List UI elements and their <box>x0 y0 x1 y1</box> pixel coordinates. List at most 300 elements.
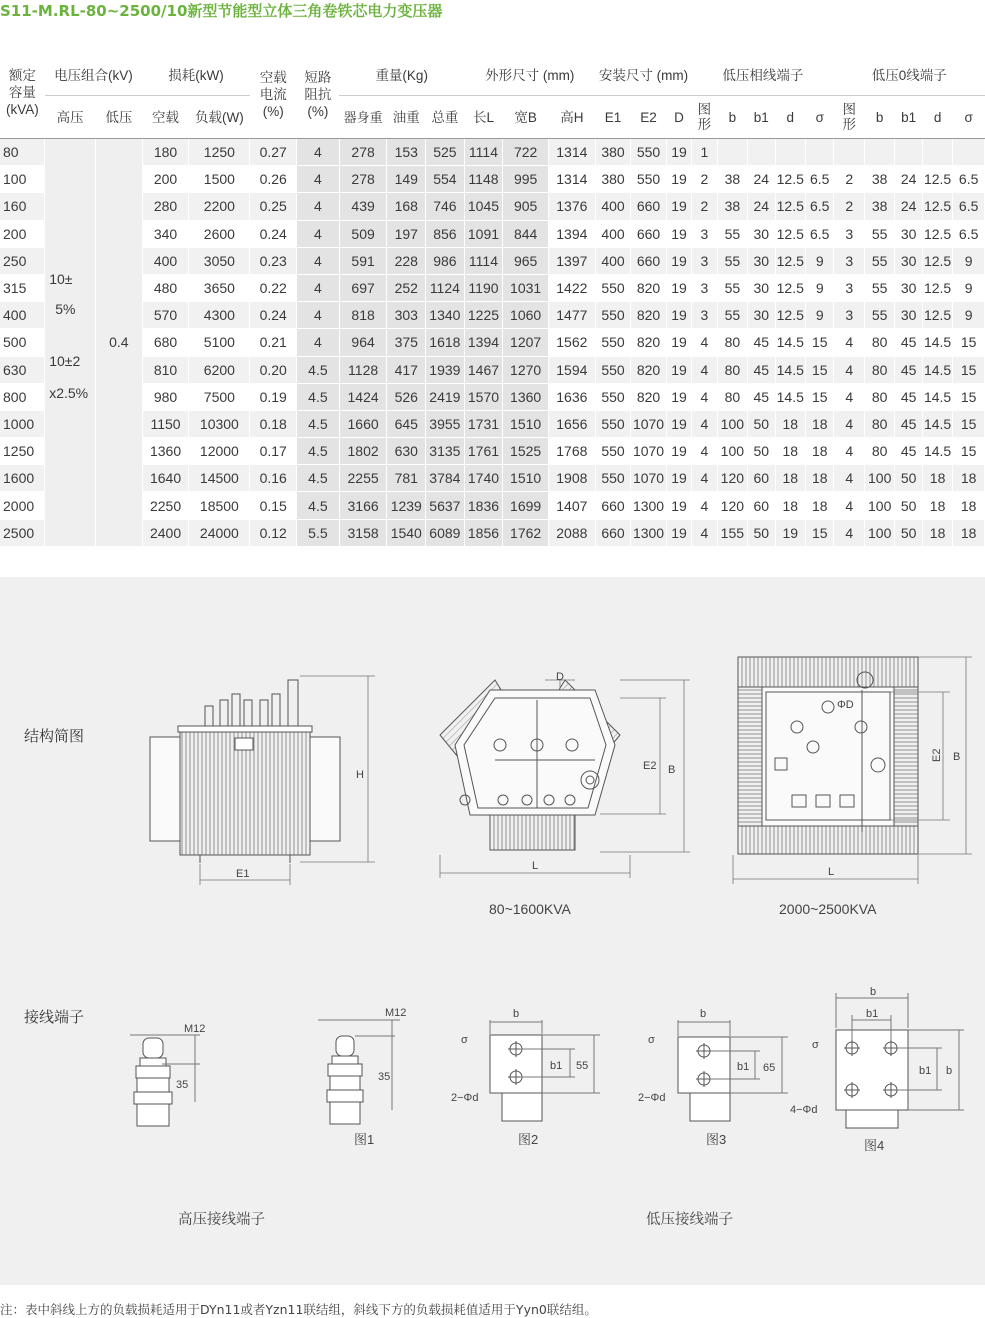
table-cell: 6.5 <box>953 166 985 193</box>
table-cell: 820 <box>631 274 667 301</box>
table-cell: 38 <box>717 193 747 220</box>
table-cell: 155 <box>717 519 747 546</box>
table-cell: 1699 <box>503 492 549 519</box>
table-cell: 12.5 <box>922 193 952 220</box>
table-cell <box>805 139 834 166</box>
table-cell: 1540 <box>387 519 426 546</box>
table-cell: 12.5 <box>775 247 805 274</box>
table-cell: 722 <box>503 139 549 166</box>
fig2-sigma-label: σ <box>461 1034 468 1046</box>
table-cell: 0.19 <box>250 383 297 410</box>
table-cell: 0.26 <box>250 166 297 193</box>
table-cell: 1070 <box>631 438 667 465</box>
table-cell: 1060 <box>503 302 549 329</box>
table-cell: 4 <box>297 166 340 193</box>
table-cell: 400 <box>142 247 189 274</box>
table-cell: 100 <box>0 166 45 193</box>
table-cell: 153 <box>387 139 426 166</box>
table-cell: 1300 <box>631 519 667 546</box>
caption-large: 2000~2500KVA <box>779 901 877 917</box>
dim-e2-label: E2 <box>643 760 657 772</box>
table-cell: 60 <box>748 492 775 519</box>
table-row <box>0 519 985 546</box>
table-cell: 45 <box>748 356 775 383</box>
table-cell: 4 <box>692 465 717 492</box>
table-cell: 50 <box>895 492 922 519</box>
table-cell: 4 <box>834 492 864 519</box>
table-cell: 4.5 <box>297 383 340 410</box>
table-cell: 30 <box>748 220 775 247</box>
table-cell: 6089 <box>426 519 465 546</box>
table-cell: 630 <box>0 356 45 383</box>
table-cell: 1250 <box>0 438 45 465</box>
table-cell: 45 <box>748 383 775 410</box>
table-cell: 0.18 <box>250 410 297 437</box>
table-cell: 1762 <box>503 519 549 546</box>
table-cell: 980 <box>142 383 189 410</box>
table-cell: 19 <box>666 302 691 329</box>
header-length: 长L <box>464 96 503 139</box>
table-cell: 1150 <box>142 410 189 437</box>
table-cell: 4 <box>297 302 340 329</box>
table-cell: 2 <box>834 193 864 220</box>
table-cell: 1300 <box>631 492 667 519</box>
table-cell: 55 <box>717 302 747 329</box>
hv-voltage-value: 10±2 <box>49 353 81 369</box>
table-cell: 15 <box>805 519 834 546</box>
table-cell: 15 <box>805 356 834 383</box>
table-cell: 1070 <box>631 410 667 437</box>
fig2-phid-label: 2−Φd <box>451 1092 479 1104</box>
table-cell: 30 <box>895 220 922 247</box>
table-cell: 24 <box>748 193 775 220</box>
table-cell: 3 <box>692 247 717 274</box>
table-cell: 1802 <box>339 438 387 465</box>
dim-d-label: D <box>556 671 564 683</box>
header-phase-b1: b1 <box>748 96 775 139</box>
table-cell: 80 <box>864 383 894 410</box>
table-cell: 1594 <box>548 356 595 383</box>
header-load: 负载(W) <box>189 96 250 139</box>
table-cell: 4 <box>834 438 864 465</box>
table-cell: 5.5 <box>297 519 340 546</box>
table-cell: 550 <box>595 329 631 356</box>
table-cell: 19 <box>666 410 691 437</box>
table-cell: 12.5 <box>775 220 805 247</box>
footnote: 注：表中斜线上方的负载损耗适用于DYn11或者Yzn11联结组，斜线下方的负载损耗值适用于Yyn0联结组。 <box>0 1302 597 1317</box>
table-cell: 0.24 <box>250 302 297 329</box>
spec-table <box>0 55 985 547</box>
table-cell: 4.5 <box>297 356 340 383</box>
table-cell: 1 <box>692 139 717 166</box>
table-cell: 4 <box>692 438 717 465</box>
table-cell: 303 <box>387 302 426 329</box>
table-row <box>0 302 985 329</box>
caption-small: 80~1600KVA <box>489 901 571 917</box>
table-cell: 1768 <box>548 438 595 465</box>
table-row <box>0 193 985 220</box>
terminal-label: 接线端子 <box>24 1009 85 1026</box>
table-cell: 14.5 <box>922 438 952 465</box>
table-cell: 1856 <box>464 519 503 546</box>
table-cell: 986 <box>426 247 465 274</box>
table-cell: 570 <box>142 302 189 329</box>
table-cell: 680 <box>142 329 189 356</box>
table-cell: 15 <box>805 329 834 356</box>
table-cell: 340 <box>142 220 189 247</box>
table-cell: 80 <box>864 410 894 437</box>
table-cell: 120 <box>717 492 747 519</box>
table-cell: 19 <box>775 519 805 546</box>
table-cell: 1424 <box>339 383 387 410</box>
table-cell: 5100 <box>189 329 250 356</box>
table-cell: 180 <box>142 139 189 166</box>
table-cell: 50 <box>748 438 775 465</box>
table-cell: 80 <box>717 356 747 383</box>
fig4-b1-top-label: b1 <box>866 1008 879 1020</box>
table-cell: 100 <box>864 519 894 546</box>
table-cell: 15 <box>953 410 985 437</box>
table-cell: 2419 <box>426 383 465 410</box>
table-cell: 1045 <box>464 193 503 220</box>
table-cell <box>922 139 952 166</box>
table-cell: 4.5 <box>297 410 340 437</box>
table-cell: 14.5 <box>775 356 805 383</box>
table-cell: 4 <box>692 329 717 356</box>
header-zero-d: d <box>922 96 952 139</box>
table-cell: 19 <box>666 438 691 465</box>
triangle-top-view <box>440 680 620 850</box>
table-cell: 18 <box>922 519 952 546</box>
header-e1: E1 <box>595 96 631 139</box>
table-cell: 38 <box>864 193 894 220</box>
header-lv-zero-terminal: 低压0线端子 <box>834 55 985 96</box>
table-cell: 3784 <box>426 465 465 492</box>
table-cell: 80 <box>864 356 894 383</box>
table-cell: 9 <box>953 302 985 329</box>
table-cell: 14.5 <box>775 329 805 356</box>
header-phase-sigma: σ <box>805 96 834 139</box>
header-width: 宽B <box>503 96 549 139</box>
table-cell: 400 <box>595 193 631 220</box>
table-cell: 250 <box>0 247 45 274</box>
table-cell: 800 <box>0 383 45 410</box>
table-cell: 6.5 <box>953 220 985 247</box>
table-cell: 1070 <box>631 465 667 492</box>
table-cell <box>895 139 922 166</box>
table-cell: 19 <box>666 383 691 410</box>
table-cell: 3050 <box>189 247 250 274</box>
table-cell: 15 <box>953 356 985 383</box>
table-cell: 439 <box>339 193 387 220</box>
table-cell: 50 <box>895 519 922 546</box>
table-cell: 15 <box>805 383 834 410</box>
hv-terminal-caption: 高压接线端子 <box>178 1212 265 1228</box>
table-cell: 9 <box>953 274 985 301</box>
table-cell: 168 <box>387 193 426 220</box>
table-cell: 1114 <box>464 247 503 274</box>
fig3-sigma-label: σ <box>648 1034 655 1046</box>
table-cell: 18 <box>953 492 985 519</box>
table-cell: 4.5 <box>297 492 340 519</box>
table-cell: 480 <box>142 274 189 301</box>
table-cell: 1908 <box>548 465 595 492</box>
dim-l-square-label: L <box>828 866 835 878</box>
table-cell: 120 <box>717 465 747 492</box>
table-cell: 30 <box>748 302 775 329</box>
table-cell: 4 <box>692 356 717 383</box>
table-cell: 278 <box>339 166 387 193</box>
header-zero-shape: 图 形 <box>834 96 864 139</box>
table-cell: 0.15 <box>250 492 297 519</box>
table-cell: 1600 <box>0 465 45 492</box>
table-cell: 3 <box>692 302 717 329</box>
structure-label: 结构简图 <box>24 728 85 745</box>
table-cell: 12.5 <box>775 274 805 301</box>
table-cell: 1207 <box>503 329 549 356</box>
table-cell: 12.5 <box>775 193 805 220</box>
table-cell: 697 <box>339 274 387 301</box>
table-cell: 55 <box>717 274 747 301</box>
table-cell: 9 <box>805 274 834 301</box>
table-cell <box>953 139 985 166</box>
table-cell: 6.5 <box>805 166 834 193</box>
table-row <box>0 465 985 492</box>
table-cell: 80 <box>717 329 747 356</box>
fig4-caption: 图4 <box>864 1138 885 1153</box>
table-cell: 9 <box>805 302 834 329</box>
table-cell: 55 <box>864 302 894 329</box>
table-cell: 19 <box>666 465 691 492</box>
dim-phid-label: ΦD <box>837 699 854 711</box>
table-row <box>0 438 985 465</box>
table-cell: 820 <box>631 329 667 356</box>
table-cell: 4 <box>297 274 340 301</box>
dim-e1-label: E1 <box>236 868 250 880</box>
fig4-phid-label: 4−Φd <box>790 1104 818 1116</box>
table-cell: 1239 <box>387 492 426 519</box>
table-cell: 19 <box>666 166 691 193</box>
lv-voltage-cell: 0.4 <box>95 139 142 547</box>
table-cell: 4 <box>834 329 864 356</box>
table-cell: 50 <box>748 410 775 437</box>
table-cell: 4 <box>692 383 717 410</box>
table-cell: 19 <box>666 139 691 166</box>
table-cell: 38 <box>864 166 894 193</box>
table-cell: 746 <box>426 193 465 220</box>
table-cell: 12.5 <box>775 302 805 329</box>
table-cell: 660 <box>631 247 667 274</box>
table-cell: 24 <box>748 166 775 193</box>
dim-b-square-label: B <box>953 751 961 763</box>
fig3-phid-label: 2−Φd <box>638 1092 666 1104</box>
header-sc-impedance: 短路 阻抗 (%) <box>297 55 340 139</box>
hv2-m12-label: M12 <box>385 1007 407 1019</box>
table-cell: 1397 <box>548 247 595 274</box>
table-row <box>0 274 985 301</box>
header-noload-current: 空载 电流 (%) <box>250 55 297 139</box>
table-cell: 1570 <box>464 383 503 410</box>
table-cell: 19 <box>666 356 691 383</box>
fig4-sigma-label: σ <box>812 1039 819 1051</box>
table-cell: 9 <box>805 247 834 274</box>
table-cell: 591 <box>339 247 387 274</box>
page-title: S11-M.RL-80~2500/10新型节能型立体三角卷铁芯电力变压器 <box>0 2 443 20</box>
header-weight: 重量(Kg) <box>339 55 464 96</box>
table-cell: 820 <box>631 383 667 410</box>
table-cell: 38 <box>717 166 747 193</box>
table-cell: 14.5 <box>922 383 952 410</box>
table-cell: 18 <box>805 438 834 465</box>
table-cell: 12.5 <box>922 166 952 193</box>
dim-e2-square-label: E2 <box>931 748 943 762</box>
table-cell: 228 <box>387 247 426 274</box>
table-cell: 2200 <box>189 193 250 220</box>
table-cell: 24000 <box>189 519 250 546</box>
table-cell: 1114 <box>464 139 503 166</box>
table-cell: 964 <box>339 329 387 356</box>
table-cell: 4 <box>692 410 717 437</box>
fig4-b1-side-label: b1 <box>919 1065 932 1077</box>
table-cell: 6.5 <box>953 193 985 220</box>
table-cell: 4 <box>834 356 864 383</box>
table-cell: 0.23 <box>250 247 297 274</box>
table-cell: 45 <box>748 329 775 356</box>
header-e2: E2 <box>631 96 667 139</box>
header-d: D <box>666 96 691 139</box>
table-cell: 1190 <box>464 274 503 301</box>
lv-terminal-fig4 <box>836 993 964 1128</box>
table-cell: 60 <box>748 465 775 492</box>
table-cell: 0.25 <box>250 193 297 220</box>
table-cell: 2 <box>692 193 717 220</box>
table-cell: 5637 <box>426 492 465 519</box>
table-cell: 1148 <box>464 166 503 193</box>
table-cell: 4 <box>834 519 864 546</box>
table-cell: 12.5 <box>922 220 952 247</box>
table-cell: 820 <box>631 356 667 383</box>
table-cell <box>864 139 894 166</box>
table-cell: 1656 <box>548 410 595 437</box>
table-cell: 810 <box>142 356 189 383</box>
table-cell: 45 <box>895 410 922 437</box>
fig3-b1-label: b1 <box>737 1061 750 1073</box>
table-cell: 80 <box>864 438 894 465</box>
table-cell: 15 <box>953 329 985 356</box>
table-cell: 19 <box>666 274 691 301</box>
table-cell: 14500 <box>189 465 250 492</box>
table-cell: 100 <box>864 492 894 519</box>
table-cell: 18 <box>922 492 952 519</box>
table-cell: 550 <box>595 438 631 465</box>
table-cell: 18500 <box>189 492 250 519</box>
table-cell: 280 <box>142 193 189 220</box>
table-cell: 80 <box>864 329 894 356</box>
table-cell: 509 <box>339 220 387 247</box>
structure-diagrams <box>0 577 985 1285</box>
table-cell: 3 <box>834 220 864 247</box>
header-voltage-group: 电压组合(kV) <box>45 55 143 96</box>
table-cell: 9 <box>953 247 985 274</box>
table-cell: 660 <box>595 519 631 546</box>
table-cell: 645 <box>387 410 426 437</box>
table-cell: 1376 <box>548 193 595 220</box>
table-cell: 0.22 <box>250 274 297 301</box>
table-cell: 19 <box>666 492 691 519</box>
hv-voltage-cell <box>45 139 96 547</box>
table-cell: 14.5 <box>775 383 805 410</box>
table-cell: 2000 <box>0 492 45 519</box>
table-cell: 525 <box>426 139 465 166</box>
header-hv: 高压 <box>45 96 96 139</box>
table-cell: 905 <box>503 193 549 220</box>
table-cell: 4 <box>297 329 340 356</box>
table-cell: 3 <box>834 274 864 301</box>
table-cell: 0.17 <box>250 438 297 465</box>
table-cell: 1250 <box>189 139 250 166</box>
table-cell: 80 <box>0 139 45 166</box>
table-cell: 380 <box>595 166 631 193</box>
table-cell: 1939 <box>426 356 465 383</box>
table-cell: 14.5 <box>922 410 952 437</box>
table-cell: 856 <box>426 220 465 247</box>
table-cell: 0.27 <box>250 139 297 166</box>
table-cell: 18 <box>922 465 952 492</box>
lv-terminal-caption: 低压接线端子 <box>646 1212 733 1228</box>
header-phase-d: d <box>775 96 805 139</box>
table-cell: 1477 <box>548 302 595 329</box>
table-cell: 660 <box>631 193 667 220</box>
table-cell: 2088 <box>548 519 595 546</box>
table-cell: 781 <box>387 465 426 492</box>
table-cell: 1636 <box>548 383 595 410</box>
table-cell: 1314 <box>548 139 595 166</box>
side-view <box>150 680 340 863</box>
header-phase-b: b <box>717 96 747 139</box>
table-cell: 1761 <box>464 438 503 465</box>
table-cell: 1467 <box>464 356 503 383</box>
table-cell: 3 <box>834 302 864 329</box>
table-cell: 252 <box>387 274 426 301</box>
hv-voltage-value: x2.5% <box>49 385 89 401</box>
table-cell: 6200 <box>189 356 250 383</box>
table-cell: 45 <box>895 356 922 383</box>
table-cell: 18 <box>775 492 805 519</box>
table-cell: 100 <box>717 410 747 437</box>
fig3-b-label: b <box>700 1008 707 1020</box>
table-row <box>0 329 985 356</box>
table-row <box>0 220 985 247</box>
table-cell: 1270 <box>503 356 549 383</box>
table-cell: 1000 <box>0 410 45 437</box>
table-row <box>0 139 985 166</box>
table-cell: 550 <box>595 410 631 437</box>
table-cell: 12.5 <box>922 274 952 301</box>
table-cell: 6.5 <box>805 220 834 247</box>
fig2-b-label: b <box>513 1008 520 1020</box>
table-cell: 1525 <box>503 438 549 465</box>
header-zero-b1: b1 <box>895 96 922 139</box>
table-cell: 30 <box>748 274 775 301</box>
table-cell: 4300 <box>189 302 250 329</box>
table-cell: 19 <box>666 193 691 220</box>
table-cell: 19 <box>666 329 691 356</box>
table-cell: 1836 <box>464 492 503 519</box>
table-cell: 4.5 <box>297 438 340 465</box>
table-cell: 660 <box>595 492 631 519</box>
table-cell: 400 <box>595 247 631 274</box>
table-cell: 1731 <box>464 410 503 437</box>
